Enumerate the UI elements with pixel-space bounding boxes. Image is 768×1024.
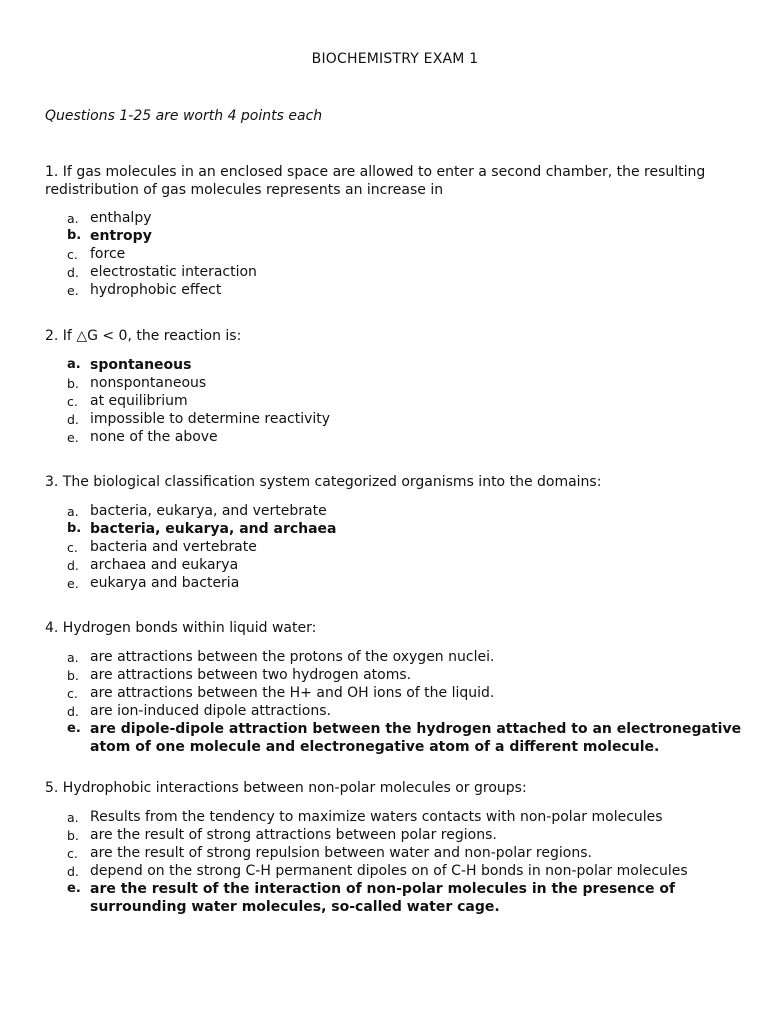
option-c <box>45 392 745 410</box>
option-letter: b. <box>67 827 79 843</box>
option-letter: a. <box>67 211 79 226</box>
option-c <box>45 844 745 862</box>
options-list <box>45 502 745 592</box>
points-note: Questions 1-25 are worth 4 points each <box>45 108 323 124</box>
option-letter: a. <box>67 649 79 665</box>
option-text: bacteria, eukarya, and vertebrate <box>90 502 327 519</box>
option-letter: c. <box>67 685 78 701</box>
option-text: nonspontaneous <box>90 374 207 391</box>
option-b <box>45 374 745 392</box>
question-text: 2. If △G < 0, the reaction is: <box>45 328 242 344</box>
option-letter: c. <box>67 247 78 262</box>
option-letter: a. <box>67 356 81 372</box>
option-text: enthalpy <box>90 210 152 226</box>
option-text: are attractions between the protons of the oxygen nuclei. <box>90 648 495 665</box>
option-a <box>45 502 745 520</box>
option-text: depend on the strong C-H permanent dipoles on of C-H bonds in non-polar molecules <box>90 862 688 879</box>
option-text: are the result of strong attractions between polar regions. <box>90 826 497 843</box>
option-text: are attractions between the H+ and OH ions of the liquid. <box>90 684 495 701</box>
option-d <box>45 263 745 281</box>
option-text: are dipole-dipole attraction between the hydrogen attached to an electronegative atom of one molecule and electronegative atom of a different molecule. <box>90 720 742 755</box>
question-1 <box>45 164 745 299</box>
option-b <box>45 826 745 844</box>
option-letter: c. <box>67 845 78 861</box>
option-a <box>45 209 745 227</box>
option-a <box>45 648 745 666</box>
question-text: 4. Hydrogen bonds within liquid water: <box>45 620 317 636</box>
question-3 <box>45 474 745 592</box>
option-c <box>45 538 745 556</box>
option-letter: d. <box>67 265 79 280</box>
option-e <box>45 428 745 446</box>
question-2 <box>45 328 745 446</box>
option-text: are the result of the interaction of non-polar molecules in the presence of surrounding water molecules, so-called water cage. <box>90 880 676 915</box>
page-title: BIOCHEMISTRY EXAM 1 <box>311 51 479 67</box>
option-b-correct <box>45 520 745 538</box>
option-letter: d. <box>67 557 79 573</box>
option-text: at equilibrium <box>90 392 188 409</box>
option-text: hydrophobic effect <box>90 282 222 298</box>
options-list <box>45 648 745 756</box>
option-a-correct <box>45 356 745 374</box>
option-letter: e. <box>67 720 81 736</box>
option-text: spontaneous <box>90 356 192 373</box>
option-text: bacteria, eukarya, and archaea <box>90 520 337 537</box>
option-e-correct <box>45 880 745 916</box>
option-letter: b. <box>67 520 82 536</box>
option-text: archaea and eukarya <box>90 556 239 573</box>
option-text: entropy <box>90 228 152 244</box>
option-letter: d. <box>67 703 79 719</box>
option-d <box>45 702 745 720</box>
option-e <box>45 281 745 299</box>
option-text: none of the above <box>90 428 218 445</box>
option-letter: c. <box>67 539 78 555</box>
question-text: 1. If gas molecules in an enclosed space are allowed to enter a second chamber, the resulting redistribution of gas molecules represents an increase in <box>45 164 706 198</box>
option-text: electrostatic interaction <box>90 264 257 280</box>
question-text: 5. Hydrophobic interactions between non-polar molecules or groups: <box>45 780 527 796</box>
option-text: are attractions between two hydrogen atoms. <box>90 666 412 683</box>
option-letter: a. <box>67 809 79 825</box>
option-letter: e. <box>67 429 79 445</box>
option-b-correct <box>45 227 745 245</box>
option-text: Results from the tendency to maximize waters contacts with non-polar molecules <box>90 808 663 825</box>
option-text: impossible to determine reactivity <box>90 410 331 427</box>
options-list <box>45 356 745 446</box>
question-5 <box>45 780 745 916</box>
question-text: 3. The biological classification system categorized organisms into the domains: <box>45 474 602 490</box>
option-e <box>45 574 745 592</box>
option-letter: b. <box>67 667 79 683</box>
option-c <box>45 245 745 263</box>
option-letter: a. <box>67 503 79 519</box>
option-letter: c. <box>67 393 78 409</box>
options-list <box>45 808 745 916</box>
option-text: are ion-induced dipole attractions. <box>90 702 331 719</box>
option-letter: e. <box>67 880 81 896</box>
option-letter: b. <box>67 375 79 391</box>
option-text: bacteria and vertebrate <box>90 538 257 555</box>
option-letter: e. <box>67 575 79 591</box>
option-text: are the result of strong repulsion between water and non-polar regions. <box>90 844 592 861</box>
option-d <box>45 862 745 880</box>
option-letter: b. <box>67 228 82 243</box>
option-letter: d. <box>67 411 79 427</box>
option-letter: e. <box>67 283 79 298</box>
question-4 <box>45 620 745 756</box>
options-list <box>45 209 745 299</box>
option-e-correct <box>45 720 745 756</box>
option-c <box>45 684 745 702</box>
option-letter: d. <box>67 863 79 879</box>
option-text: force <box>90 246 126 262</box>
option-text: eukarya and bacteria <box>90 574 240 591</box>
option-a <box>45 808 745 826</box>
option-d <box>45 556 745 574</box>
option-d <box>45 410 745 428</box>
option-b <box>45 666 745 684</box>
